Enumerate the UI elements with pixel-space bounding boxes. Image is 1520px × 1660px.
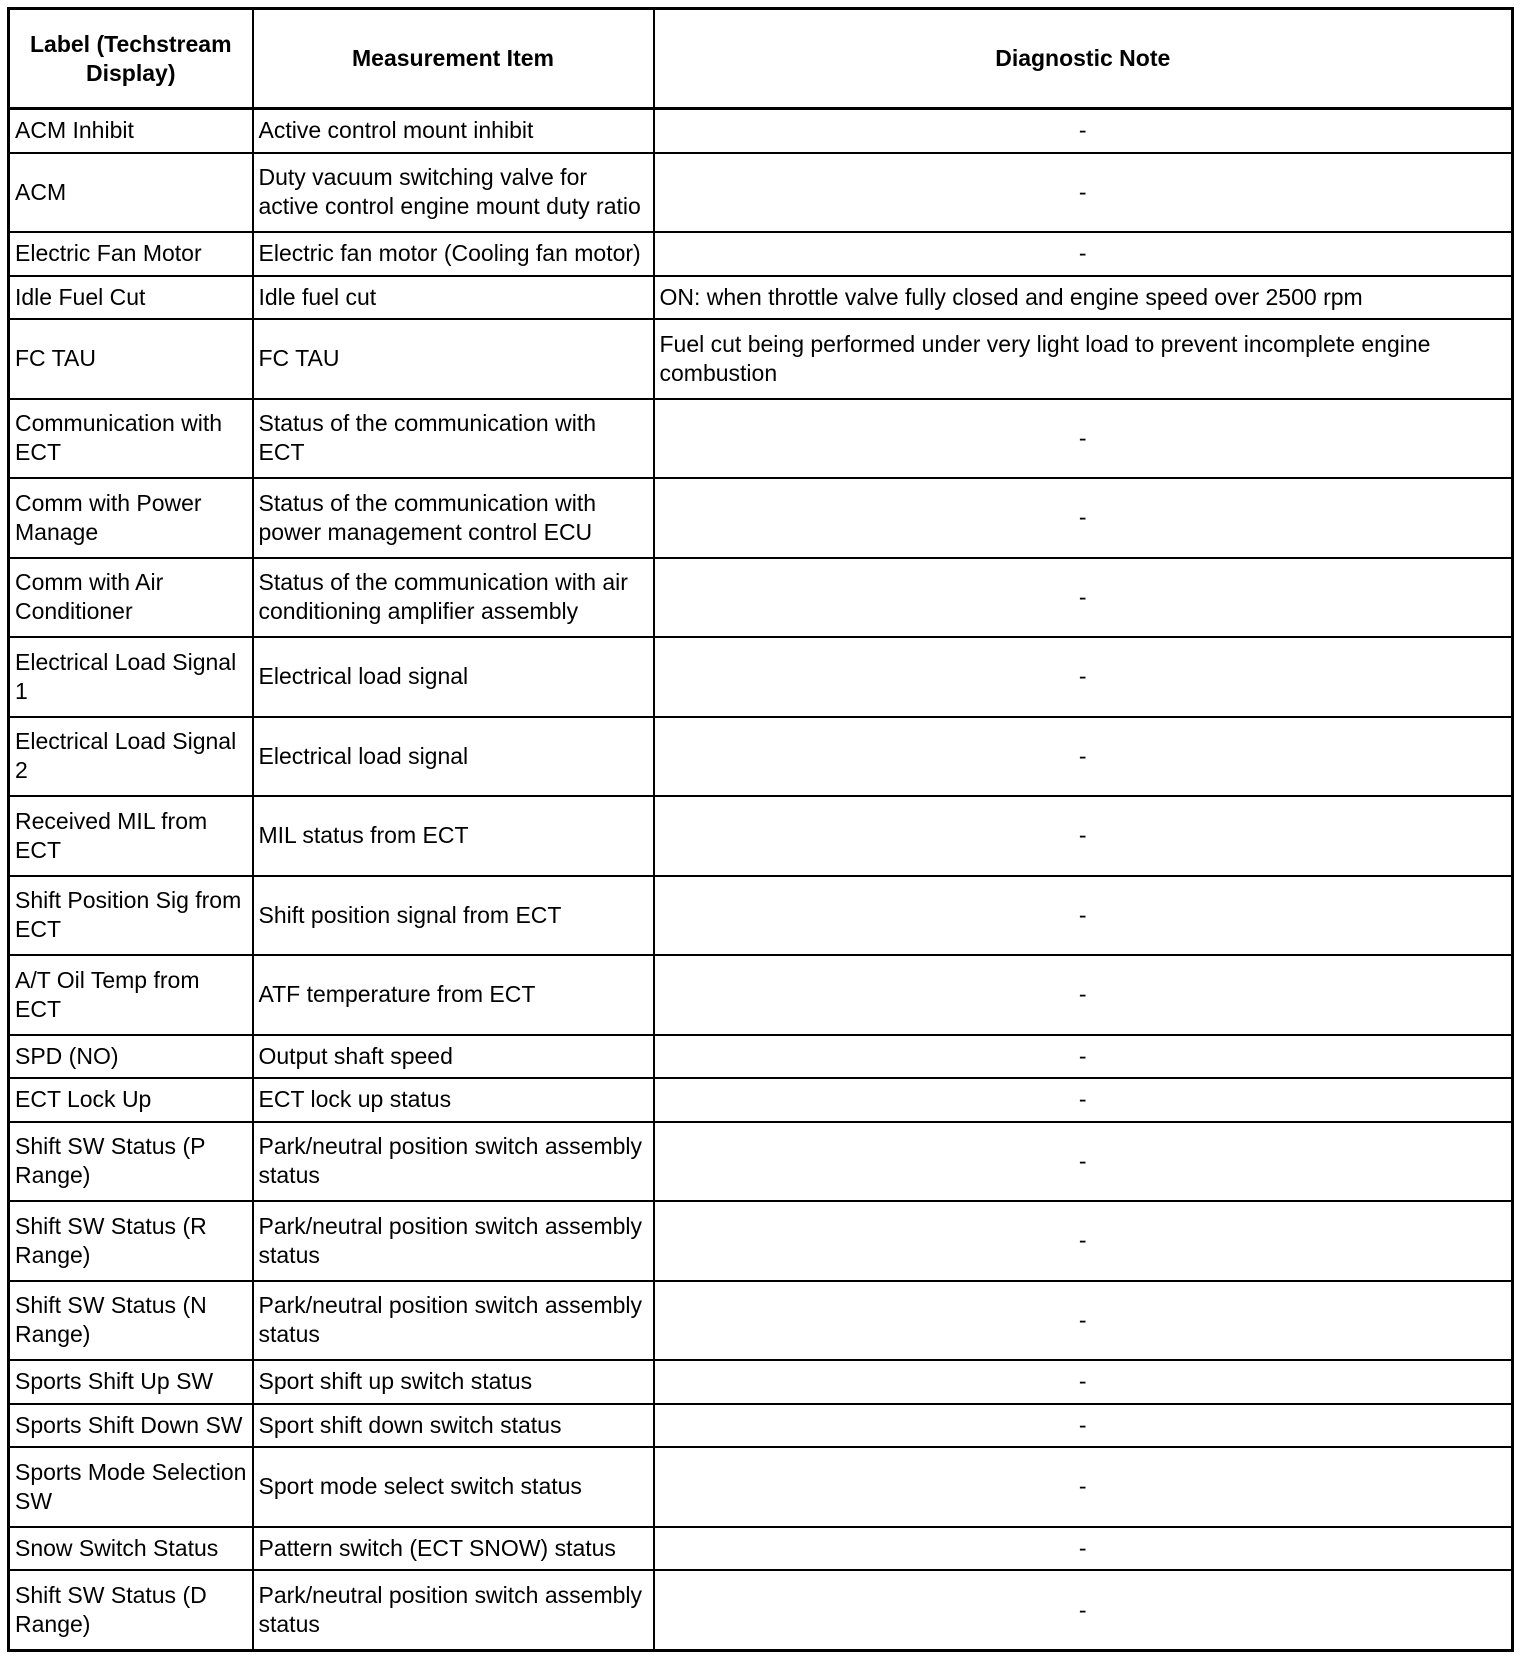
table-body	[9, 109, 1513, 1651]
cell-label: Idle Fuel Cut	[9, 276, 253, 319]
cell-measurement-item: Park/neutral position switch assembly status	[253, 1122, 654, 1202]
cell-measurement-item: Shift position signal from ECT	[253, 876, 654, 956]
cell-measurement-item: Park/neutral position switch assembly status	[253, 1570, 654, 1650]
table-row	[9, 319, 1513, 399]
table-row	[9, 109, 1513, 153]
cell-label: Comm with Air Conditioner	[9, 558, 253, 638]
cell-label: Electric Fan Motor	[9, 232, 253, 275]
cell-label: Shift Position Sig from ECT	[9, 876, 253, 956]
cell-label: Sports Shift Up SW	[9, 1360, 253, 1403]
table-row	[9, 1360, 1513, 1403]
cell-diagnostic-note: -	[654, 1404, 1513, 1447]
cell-diagnostic-note: -	[654, 637, 1513, 717]
table-row	[9, 232, 1513, 275]
cell-label: Communication with ECT	[9, 399, 253, 479]
table-row	[9, 399, 1513, 479]
cell-diagnostic-note: -	[654, 1447, 1513, 1527]
cell-diagnostic-note: -	[654, 399, 1513, 479]
table-row	[9, 796, 1513, 876]
cell-measurement-item: ATF temperature from ECT	[253, 955, 654, 1035]
table-row	[9, 1035, 1513, 1078]
table-header-row	[9, 9, 1513, 109]
cell-measurement-item: ECT lock up status	[253, 1078, 654, 1121]
cell-label: A/T Oil Temp from ECT	[9, 955, 253, 1035]
cell-measurement-item: Electrical load signal	[253, 717, 654, 797]
cell-diagnostic-note: -	[654, 1122, 1513, 1202]
cell-measurement-item: MIL status from ECT	[253, 796, 654, 876]
cell-label: Sports Mode Selection SW	[9, 1447, 253, 1527]
cell-diagnostic-note: -	[654, 558, 1513, 638]
table-row	[9, 1404, 1513, 1447]
cell-diagnostic-note: -	[654, 796, 1513, 876]
cell-diagnostic-note: -	[654, 1078, 1513, 1121]
cell-measurement-item: Status of the communication with power management control ECU	[253, 478, 654, 558]
cell-label: Shift SW Status (D Range)	[9, 1570, 253, 1650]
cell-diagnostic-note: -	[654, 955, 1513, 1035]
table-row	[9, 955, 1513, 1035]
cell-measurement-item: Duty vacuum switching valve for active control engine mount duty ratio	[253, 153, 654, 233]
cell-label: Sports Shift Down SW	[9, 1404, 253, 1447]
table-row	[9, 558, 1513, 638]
cell-label: ACM	[9, 153, 253, 233]
cell-diagnostic-note: Fuel cut being performed under very light load to prevent incomplete engine combustion	[654, 319, 1513, 399]
cell-measurement-item: Park/neutral position switch assembly status	[253, 1281, 654, 1361]
column-header-measurement-item: Measurement Item	[253, 9, 654, 109]
table-row	[9, 876, 1513, 956]
cell-diagnostic-note: -	[654, 478, 1513, 558]
cell-measurement-item: Park/neutral position switch assembly status	[253, 1201, 654, 1281]
cell-diagnostic-note: -	[654, 1035, 1513, 1078]
cell-diagnostic-note: -	[654, 232, 1513, 275]
column-header-diagnostic-note: Diagnostic Note	[654, 9, 1513, 109]
cell-label: ECT Lock Up	[9, 1078, 253, 1121]
cell-label: FC TAU	[9, 319, 253, 399]
data-list-table	[7, 7, 1514, 1652]
cell-measurement-item: FC TAU	[253, 319, 654, 399]
cell-measurement-item: Sport shift up switch status	[253, 1360, 654, 1403]
cell-measurement-item: Status of the communication with ECT	[253, 399, 654, 479]
cell-label: Electrical Load Signal 1	[9, 637, 253, 717]
table-row	[9, 478, 1513, 558]
cell-measurement-item: Status of the communication with air conditioning amplifier assembly	[253, 558, 654, 638]
cell-diagnostic-note: -	[654, 1570, 1513, 1650]
table-row	[9, 1281, 1513, 1361]
cell-diagnostic-note: -	[654, 876, 1513, 956]
cell-measurement-item: Sport mode select switch status	[253, 1447, 654, 1527]
data-list-table-container	[7, 7, 1511, 1652]
cell-label: SPD (NO)	[9, 1035, 253, 1078]
table-row	[9, 637, 1513, 717]
cell-diagnostic-note: -	[654, 1201, 1513, 1281]
table-row	[9, 153, 1513, 233]
cell-label: Shift SW Status (P Range)	[9, 1122, 253, 1202]
cell-measurement-item: Output shaft speed	[253, 1035, 654, 1078]
table-row	[9, 1201, 1513, 1281]
cell-label: Received MIL from ECT	[9, 796, 253, 876]
cell-diagnostic-note: ON: when throttle valve fully closed and engine speed over 2500 rpm	[654, 276, 1513, 319]
cell-measurement-item: Electric fan motor (Cooling fan motor)	[253, 232, 654, 275]
cell-label: Snow Switch Status	[9, 1527, 253, 1570]
cell-diagnostic-note: -	[654, 1360, 1513, 1403]
cell-measurement-item: Sport shift down switch status	[253, 1404, 654, 1447]
cell-label: Shift SW Status (N Range)	[9, 1281, 253, 1361]
cell-measurement-item: Active control mount inhibit	[253, 109, 654, 153]
cell-measurement-item: Electrical load signal	[253, 637, 654, 717]
cell-label: Shift SW Status (R Range)	[9, 1201, 253, 1281]
cell-diagnostic-note: -	[654, 153, 1513, 233]
column-header-label: Label (Techstream Display)	[9, 9, 253, 109]
table-row	[9, 1078, 1513, 1121]
cell-diagnostic-note: -	[654, 1527, 1513, 1570]
cell-label: Electrical Load Signal 2	[9, 717, 253, 797]
cell-diagnostic-note: -	[654, 109, 1513, 153]
cell-diagnostic-note: -	[654, 1281, 1513, 1361]
table-row	[9, 276, 1513, 319]
table-row	[9, 1570, 1513, 1650]
table-row	[9, 1527, 1513, 1570]
cell-diagnostic-note: -	[654, 717, 1513, 797]
table-row	[9, 1122, 1513, 1202]
table-row	[9, 717, 1513, 797]
cell-label: Comm with Power Manage	[9, 478, 253, 558]
cell-measurement-item: Idle fuel cut	[253, 276, 654, 319]
table-row	[9, 1447, 1513, 1527]
cell-label: ACM Inhibit	[9, 109, 253, 153]
cell-measurement-item: Pattern switch (ECT SNOW) status	[253, 1527, 654, 1570]
